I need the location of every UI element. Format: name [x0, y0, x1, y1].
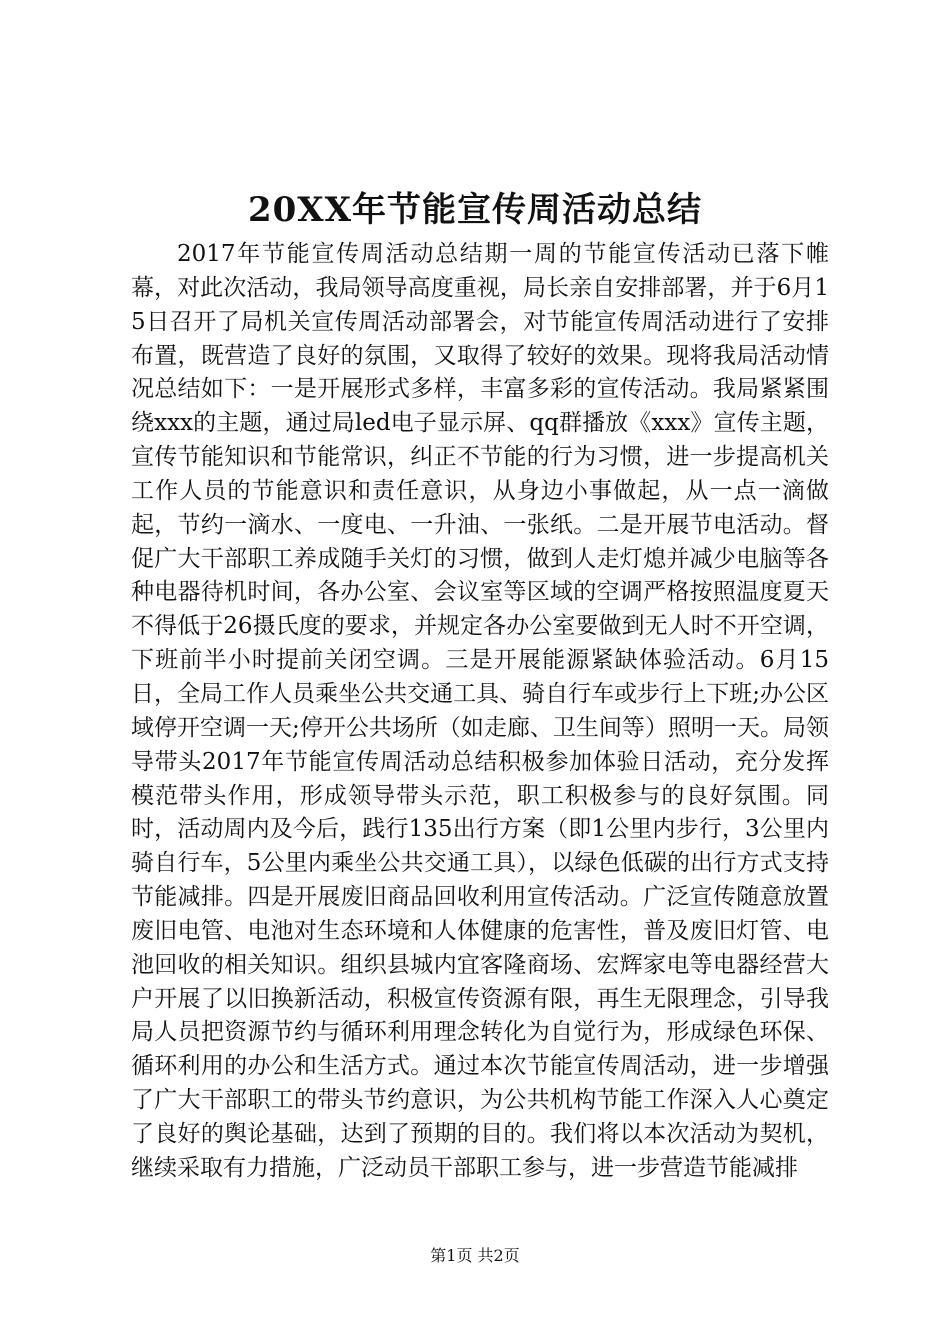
page-number-footer: 第1页 共2页 [430, 1246, 520, 1265]
document-title: 20XX年节能宣传周活动总结 [247, 190, 703, 230]
document-body-paragraph: 2017年节能宣传周活动总结期一周的节能宣传活动已落下帷幕，对此次活动，我局领导高度重视，局长亲自安排部署，并于6月15日召开了局机关宣传周活动部署会，对节能宣传周活动进行了安排布置，既营造了良好的氛围，又取得了较好的效果。现将我局活动情况总结如下：一是开展形式多样，丰富多彩的宣传活动。我局紧紧围绕xxx的主题，通过局led电子显示屏、qq群播放《xxx》宣传主题，宣传节能知识和节能常识，纠正不节能的行为习惯，进一步提高机关工作人员的节能意识和责任意识，从身边小事做起，从一点一滴做起，节约一滴水、一度电、一升油、一张纸。二是开展节电活动。督促广大干部职工养成随手关灯的习惯，做到人走灯熄并减少电脑等各种电器待机时间，各办公室、会议室等区域的空调严格按照温度夏天不得低于26摄氏度的要求，并规定各办公室要做到无人时不开空调，下班前半小时提前关闭空调。三是开展能源紧缺体验活动。6月15日，全局工作人员乘坐公共交通工具、骑自行车或步行上下班;办公区域停开空调一天;停开公共场所（如走廊、卫生间等）照明一天。局领导带头2017年节能宣传周活动总结积极参加体验日活动，充分发挥模范带头作用，形成领导带头示范，职工积极参与的良好氛围。同时，活动周内及今后，践行135出行方案（即1公里内步行，3公里内骑自行车，5公里内乘坐公共交通工具），以绿色低碳的出行方式支持节能减排。四是开展废旧商品回收利用宣传活动。广泛宣传随意放置废旧电管、电池对生态环境和人体健康的危害性，普及废旧灯管、电池回收的相关知识。组织县城内宜客隆商场、宏辉家电等电器经营大户开展了以旧换新活动，积极宣传资源有限，再生无限理念，引导我局人员把资源节约与循环利用理念转化为自觉行为，形成绿色环保、循环利用的办公和生活方式。通过本次节能宣传周活动，进一步增强了广大干部职工的带头节约意识，为公共机构节能工作深入人心奠定了良好的舆论基础，达到了预期的目的。我们将以本次活动为契机，继续采取有力措施，广泛动员干部职工参与，进一步营造节能减排 [131, 241, 829, 1181]
